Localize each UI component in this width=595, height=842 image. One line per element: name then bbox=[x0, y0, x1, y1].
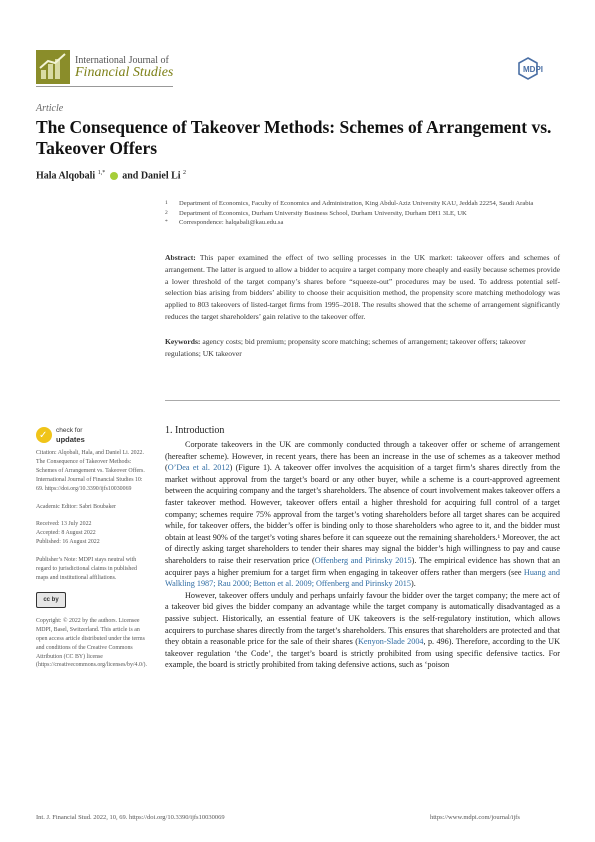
body-text: Corporate takeovers in the UK are commonly conducted through a takeover offer or scheme of arrangement (hereafter scheme). However, in recent years, there has been an increase in the use of schemes as a takeover method ( bbox=[165, 440, 560, 473]
check-updates-line2: updates bbox=[56, 435, 85, 444]
article-title: The Consequence of Takeover Methods: Schemes of Arrangement vs. Takeover Offers bbox=[36, 117, 552, 158]
citation-link[interactable]: Huang and Walkling 1987; Rau 2000; Betton et al. 2009; Offenberg and Pirinsky 2015 bbox=[165, 567, 560, 589]
body-text: , p. 496). Therefore, according to the UK takeover regulation ‘the Code’, the target’s board is strictly prohibited from using specific defensive tactics. For example, the board is strictly prohibited from taking defensive actions, such as ‘poison bbox=[165, 637, 561, 670]
abstract bbox=[165, 252, 560, 323]
check-icon: ✓ bbox=[36, 427, 52, 443]
published-date: Published: 16 August 2022 bbox=[36, 539, 100, 546]
keywords-text: agency costs; bid premium; propensity score matching; schemes of arrangement; takeover offers; takeover regulations; UK takeover bbox=[165, 337, 526, 358]
affiliation-text: Department of Economics, Durham University Business School, Durham University, Durham DH1 3LE, UK bbox=[179, 209, 467, 217]
affiliations bbox=[165, 199, 565, 228]
body-paragraph bbox=[165, 590, 560, 671]
header-divider bbox=[36, 86, 173, 87]
abstract-text: This paper examined the effect of two selling processes in the UK market: takeover offers and schemes of arrangement. The latter is argued to allow a bidder to acquire a target company more cheaply and easily because schemes provide a lower threshold of the target company’s shares before “squeeze-out” procedures may be used. To address potential self-selection bias arising from bidders’ ability to choose their acquisition method, the propensity score matching methodology was applied to 803 takeovers of listed-target firms from 1995–2018. The results showed that the scheme of arrangement significantly reduces the target shareholders’ gain relative to the takeover offer. bbox=[165, 253, 560, 321]
author-affiliation-mark: 2 bbox=[183, 170, 187, 176]
orcid-icon[interactable] bbox=[110, 172, 118, 180]
body-text: ). bbox=[411, 579, 416, 589]
journal-logo-icon bbox=[36, 50, 70, 84]
citation-link[interactable]: O’Dea et al. 2012 bbox=[167, 463, 230, 473]
mdpi-logo-icon bbox=[518, 57, 554, 81]
body-text: ) (Figure 1). A takeover offer involves the acquisition of a target firm’s shares directly from the market without approval from the target’s board or any other buyer, while a scheme is a court-approved agreement between the acquiring company and the target’s shareholders. The absence of court involvement makes takeover offers a faster takeover method. However, takeover offers entail a higher threshold for acquiring full control of a target company; schemes require 75% approval from the target’s voting shareholders before all target shares can be acquired while, for takeover offers, the bidder’s offer is binding only to those shareholders who agree to it, and the bidder must obtain at least 90% of the target’s voting shares before it can squeeze out the remaining shareholders.¹ Moreover, the act of directly asking target shareholders to tender their shares may signal the bidder’s high willingness to pay and cause shareholders to raise their reservation price ( bbox=[165, 463, 560, 565]
affiliation-number: 1 bbox=[165, 200, 168, 206]
author-list bbox=[36, 170, 186, 181]
journal-name-line2: Financial Studies bbox=[75, 65, 174, 80]
body-text: However, takeover offers unduly and perhaps unfairly favour the bidder over the target company; the mere act of a takeover bid gives the bidder company an advantage while the target company is automatically disadvantaged as a passive subject. Historically, an essential feature of UK takeovers is the self-regulatory institution, which allows acquirers to purchase shares directly from the target’s shareholders. This ensures that shareholders are protected and that they obtain a reasonable price for the sale of their shares ( bbox=[165, 590, 560, 647]
affiliation-item bbox=[165, 199, 565, 209]
keywords-label: Keywords: bbox=[165, 337, 201, 346]
author-name[interactable]: Daniel Li bbox=[140, 170, 181, 182]
keywords bbox=[165, 336, 560, 360]
correspondence-text[interactable]: Correspondence: halqabali@kau.edu.sa bbox=[179, 219, 284, 227]
section-divider bbox=[165, 400, 560, 401]
article-type: Article bbox=[36, 103, 64, 114]
body-paragraph bbox=[165, 439, 560, 590]
affiliation-text: Department of Economics, Faculty of Economics and Administration, King Abdul-Aziz University KAU, Jeddah 22254, Saudi Arabia bbox=[179, 200, 534, 207]
check-for-updates-button[interactable] bbox=[36, 425, 96, 447]
mdpi-logo-text: MDPI bbox=[523, 65, 543, 74]
cc-by-license-icon[interactable]: cc by bbox=[36, 592, 66, 608]
footer-citation[interactable]: Int. J. Financial Stud. 2022, 10, 69. https://doi.org/10.3390/ijfs10030069 bbox=[36, 814, 225, 821]
accepted-date: Accepted: 8 August 2022 bbox=[36, 530, 96, 537]
author-name[interactable]: Hala Alqobali bbox=[36, 170, 96, 182]
copyright-notice[interactable]: Copyright: © 2022 by the authors. Licensee MDPI, Basel, Switzerland. This article is an open access article distributed under the terms and conditions of the Creative Commons Attribution (CC BY) license (https://creativecommons.org/licenses/by/4.0/). bbox=[36, 617, 147, 669]
author-affiliation-mark: 1,* bbox=[97, 170, 106, 176]
publisher-note: Publisher’s Note: MDPI stays neutral with regard to jurisdictional claims in published maps and institutional affiliations. bbox=[36, 557, 137, 581]
academic-editor: Academic Editor: Sabri Boubaker bbox=[36, 503, 116, 510]
received-date: Received: 13 July 2022 bbox=[36, 521, 92, 528]
article-info-sidebar bbox=[36, 449, 148, 679]
section-body bbox=[165, 439, 560, 671]
affiliation-number: 2 bbox=[165, 209, 168, 216]
author-conjunction: and bbox=[122, 170, 139, 182]
journal-name-line1: International Journal of bbox=[75, 55, 169, 66]
correspondence bbox=[165, 218, 565, 228]
abstract-label: Abstract: bbox=[165, 253, 196, 262]
section-heading: 1. Introduction bbox=[165, 425, 225, 436]
check-updates-line1: check for bbox=[56, 427, 83, 434]
affiliation-item bbox=[165, 209, 565, 219]
citation-link[interactable]: Offenberg and Pirinsky 2015 bbox=[314, 555, 412, 565]
citation[interactable]: Citation: Alqobali, Hala, and Daniel Li. 2022. The Consequence of Takeover Methods: Schemes of Arrangement vs. Takeover Offers. International Journal of Financial Studies 10: 69. https://doi.org/10.3390/ijfs10030069 bbox=[36, 450, 145, 492]
body-text: ). The empirical evidence has shown that an acquirer pays a higher premium for a target firm when engaging in takeover offers rather than mergers (see bbox=[165, 555, 561, 577]
citation-link[interactable]: Kenyon-Slade 2004 bbox=[357, 637, 424, 647]
affiliation-number: * bbox=[165, 219, 168, 226]
footer-journal-url[interactable]: https://www.mdpi.com/journal/ijfs bbox=[430, 814, 520, 821]
